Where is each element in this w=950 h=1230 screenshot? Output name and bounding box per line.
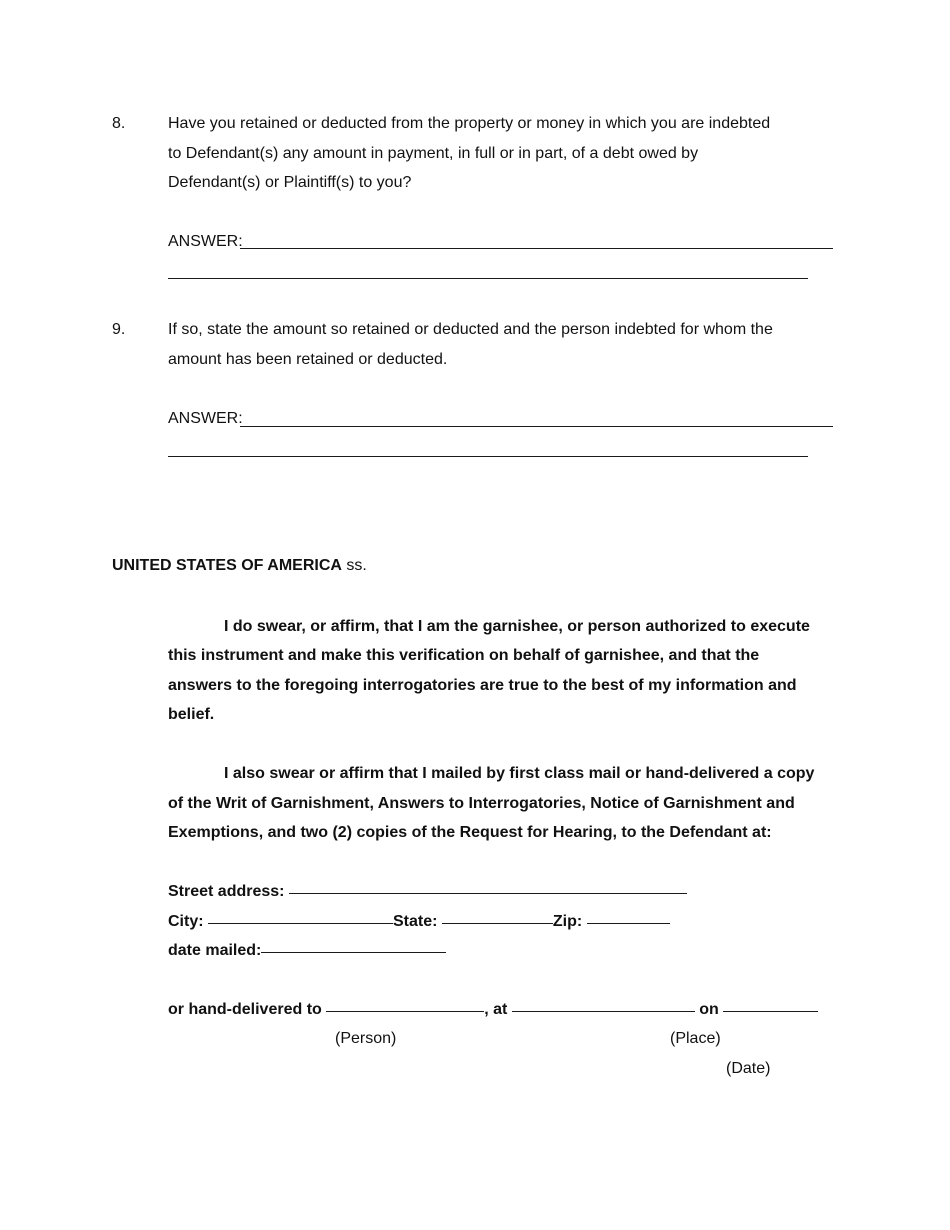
state-label: State: (393, 913, 442, 930)
date-mailed-label: date mailed: (168, 942, 262, 959)
oath-2-line-3: Exemptions, and two (2) copies of the Request for Hearing, to the Defendant at: (168, 824, 772, 841)
question-8-answer-blank-1[interactable] (240, 248, 833, 249)
date-mailed-row (168, 941, 446, 961)
on-label: on (694, 1001, 724, 1018)
question-8-number: 8. (112, 115, 126, 132)
question-9-answer-blank-1[interactable] (240, 426, 833, 427)
question-8-answer-blank-2[interactable] (168, 278, 808, 279)
question-8-text-line-1: Have you retained or deducted from the property or money in which you are indebted (168, 115, 771, 132)
question-9-number: 9. (112, 321, 126, 338)
state-blank[interactable] (442, 923, 553, 924)
at-label: , at (484, 1001, 512, 1018)
venue-heading (112, 556, 367, 576)
place-caption: (Place) (670, 1030, 721, 1047)
question-9-text-line-2: amount has been retained or deducted. (168, 351, 448, 368)
delivered-person-blank[interactable] (326, 1011, 484, 1012)
question-9-text-line-1: If so, state the amount so retained or deducted and the person indebted for whom the (168, 321, 773, 338)
question-8-text-line-2: to Defendant(s) any amount in payment, in full or in part, of a debt owed by (168, 145, 699, 162)
hand-delivered-label: or hand-delivered to (168, 1001, 327, 1018)
question-9-answer-blank-2[interactable] (168, 456, 808, 457)
date-caption: (Date) (726, 1060, 771, 1077)
oath-2-line-2: of the Writ of Garnishment, Answers to Interrogatories, Notice of Garnishment and (168, 795, 795, 812)
question-8-answer-label: ANSWER: (168, 233, 243, 250)
zip-blank[interactable] (587, 923, 670, 924)
venue-suffix: ss. (341, 557, 367, 574)
city-blank[interactable] (208, 923, 393, 924)
delivered-place-blank[interactable] (512, 1011, 695, 1012)
oath-1-line-4: belief. (168, 706, 215, 723)
person-caption: (Person) (335, 1030, 397, 1047)
zip-label: Zip: (552, 913, 587, 930)
question-9-answer-label: ANSWER: (168, 410, 243, 427)
venue-title: UNITED STATES OF AMERICA (112, 557, 342, 574)
oath-2-line-1: I also swear or affirm that I mailed by first class mail or hand-delivered a copy (224, 765, 815, 782)
street-address-row (168, 882, 687, 902)
street-address-label: Street address: (168, 883, 289, 900)
city-label: City: (168, 913, 208, 930)
oath-1-line-1: I do swear, or affirm, that I am the garnishee, or person authorized to execute (224, 618, 810, 635)
city-state-zip-row (168, 912, 670, 932)
question-8-text-line-3: Defendant(s) or Plaintiff(s) to you? (168, 174, 412, 191)
street-address-blank[interactable] (289, 893, 687, 894)
oath-1-line-2: this instrument and make this verification on behalf of garnishee, and that the (168, 647, 760, 664)
date-mailed-blank[interactable] (261, 952, 446, 953)
delivered-date-blank[interactable] (723, 1011, 818, 1012)
hand-delivered-row (168, 1000, 818, 1020)
oath-1-line-3: answers to the foregoing interrogatories are true to the best of my information and (168, 677, 797, 694)
